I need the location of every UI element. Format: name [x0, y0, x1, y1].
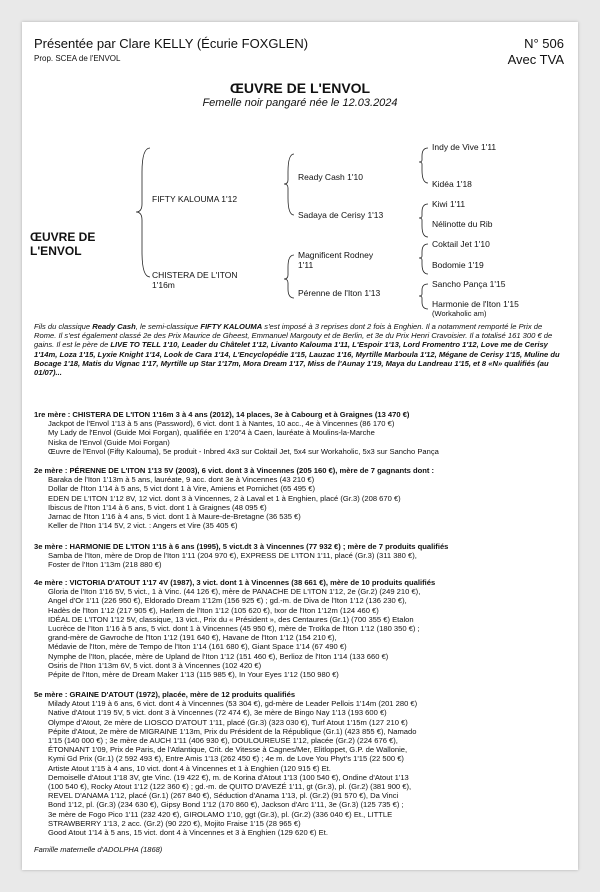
mother-2-line: Ibiscus de l'Iton 1'14 à 6 ans, 5 vict. dont 1 à Graignes (48 095 €)	[48, 502, 267, 512]
mother-5-line: STRAWBERRY 1'13, 2 acc. (Gr.2) (90 220 €), Mojito Fraise 1'15 (28 965 €)	[48, 818, 301, 828]
ddd-2: (Workaholic am)	[432, 309, 487, 318]
dam-sire-1: Magnificent Rodney	[298, 250, 374, 260]
fourth-dam-block	[34, 578, 566, 679]
dam-dam: Pérenne de l'Iton 1'13	[298, 288, 381, 298]
mother-5-line: ÉTONNANT 1'09, Prix de Paris, de l'Atlantique, Crit. de Vitesse à Cagnes/Mer, Elitloppet, G.P. de Wallonie,	[48, 745, 408, 755]
horse-name: ŒUVRE DE L'ENVOL	[229, 80, 371, 96]
mother-4-line: Osiris de l'Iton 1'13m 6V, 5 vict. dont 3 à Vincennes (102 420 €)	[48, 660, 262, 670]
mother-5-line: Demoiselle d'Atout 1'18 3V, gte Vinc. (19 422 €), m. de Korina d'Atout 1'13 (100 540 €), Ondine d'Atout 1'13	[48, 772, 409, 782]
mother-5-line: Olympe d'Atout, 2e mère de LIOSCO D'ATOUT 1'11, placé (Gr.3) (323 030 €), Turf Atout 1'15m (127 210 €)	[48, 717, 408, 727]
lot-number: N° 506	[524, 36, 564, 51]
mother-4-line: Nymphe de l'Iton, placée, mère de Upland de l'Iton 1'12 (151 460 €), Berlioz de l'Iton 1'14 (133 660 €)	[48, 651, 389, 661]
mother-2-line: EDEN DE L'ITON 1'12 8V, 12 vict. dont 3 à Vincennes, 2 à Laval et 1 à Enghien, placé (Gr.3) (208 670 €)	[48, 493, 401, 503]
dds: Sancho Pança 1'15	[432, 279, 506, 289]
sire-dam: Sadaya de Cerisy 1'13	[298, 210, 384, 220]
mother-2-head: 2e mère : PÉRENNE DE L'ITON 1'13 5V (2003), 6 vict. dont 3 à Vincennes (205 160 €), mère de 7 gagnants dont :	[34, 466, 435, 475]
mother-5-line: Pépite d'Atout, 2e mère de MIGRAINE 1'13m, Prix du Président de la République (Gr.1) (423 855 €), Namado	[48, 726, 417, 736]
mother-5-line: Bond 1'12, pl. (Gr.3) (234 630 €), Gipsy Bond 1'12 (170 860 €), Jackson d'Arc 1'11, 3e (Gr.3) (125 735 €) ;	[48, 800, 404, 810]
fifth-dam-block	[34, 690, 566, 837]
intro-text-3: s'est imposé à 3 reprises dont 2 fois à Enghien. Il a notamment remporté le Prix de Rome. Il s'est également classé 2e des Prix Maurice de Gheest, Emmanuel Margouty et de Berlin, et 3e du Prix Henri Cravoisier. Il a totalisé 161 300 € de gains. Il est le père de	[34, 322, 553, 350]
intro-text-2: , le semi-classique	[135, 322, 201, 331]
mother-2-line: Dollar de l'Iton 1'14 à 5 ans, 5 vict dont 1 à Vire, Amiens et Pornichet (65 495 €)	[48, 484, 316, 494]
mother-1-line: Œuvre de l'Envol (Fifty Kalouma), 5e produit - Inbred 4x3 sur Coktail Jet, 5x4 sur Workaholic, 5x3 sur Sancho Pança	[48, 446, 439, 456]
mother-3-line: Samba de l'Iton, mère de Drop de l'Iton 1'11 (204 970 €), EXPRESS DE L'ITON 1'11, placé (Gr.3) (311 380 €),	[48, 551, 417, 561]
intro-bold-1: Ready Cash	[92, 322, 136, 331]
mother-2-line: Baraka de l'Iton 1'13m à 5 ans, lauréate, 9 acc. dont 3e à Vincennes (43 210 €)	[48, 475, 315, 485]
mother-4-line: Lucrèce de l'Iton 1'16 à 5 ans, 5 vict. dont 1 à Vincennes (45 950 €), mère de Troïka de l'Iton 1'12 (180 350 €) ;	[48, 624, 420, 634]
dam-1: CHISTERA DE L'ITON	[152, 270, 238, 280]
mother-3-head: 3e mère : HARMONIE DE L'ITON 1'15 à 6 ans (1995), 5 vict.dt 3 à Vincennes (77 932 €) ; mère de 7 produits qualifiés	[34, 542, 449, 551]
mother-1-head: 1re mère : CHISTERA DE L'ITON 1'16m 3 à 4 ans (2012), 14 places, 3e à Cabourg et à Graignes (13 470 €)	[34, 410, 410, 419]
mother-5-line: 1'15 (140 000 €) ; 3e mère de AUCH 1'11 (406 930 €), DOULOUREUSE 1'12, placée (Gr.2) (224 676 €),	[48, 736, 398, 746]
mother-1-line: Niska de l'Envol (Guide Moi Forgan)	[48, 437, 170, 447]
dam-2: 1'16m	[152, 280, 175, 290]
mother-5-line: Kymi Gd Prix (Gr.1) (2 592 493 €), Entre Amis 1'13 (262 450 €) ; 4e m. de Love You Phyt's 1'15 (22 500 €)	[48, 754, 404, 764]
sire: FIFTY KALOUMA 1'12	[152, 194, 238, 204]
family-footer: Famille maternelle d'ADOLPHA (1868)	[34, 845, 163, 854]
sdd: Nélinotte du Rib	[432, 219, 493, 229]
pedigree-chart	[22, 122, 578, 318]
tva-note: Avec TVA	[507, 52, 564, 67]
first-dam-block	[34, 410, 566, 456]
intro-paragraph	[34, 322, 566, 377]
dsd: Bodomie 1'19	[432, 260, 484, 270]
mother-5-line: Native d'Atout 1'19 5V, 5 vict. dont 3 à Vincennes (72 474 €), 3e mère de Bingo Nay 1'13 (193 600 €)	[48, 708, 387, 718]
mother-4-head: 4e mère : VICTORIA D'ATOUT 1'17 4V (1987), 3 vict. dont 1 à Vincennes (38 661 €), mère de 10 produits qualifiés	[34, 578, 436, 587]
mother-5-line: (100 540 €), Rocky Atout 1'12 (122 360 €) ; gd.-m. de QUITO D'AVEZÉ 1'11, gt (Gr.3), pl. (Gr.2) (381 900 €),	[48, 782, 412, 792]
sds: Kiwi 1'11	[432, 199, 466, 209]
third-dam-block	[34, 542, 566, 570]
mother-4-line: Gloria de l'Iton 1'16 5V, 5 vict., 1 à Vinc. (44 126 €), mère de PANACHE DE L'ITON 1'12, 2e (Gr.2) (249 210 €),	[48, 587, 421, 597]
horse-subtitle: Femelle noir pangaré née le 12.03.2024	[202, 97, 398, 109]
ssd: Kidéa 1'18	[432, 179, 472, 189]
mother-4-line: Médavie de l'Iton, mère de Tempo de l'Iton 1'14 (161 680 €), Giant Space 1'14 (67 490 €)	[48, 642, 347, 652]
dss: Coktail Jet 1'10	[432, 239, 490, 249]
mother-4-line: Hadès de l'Iton 1'12 (217 905 €), Harlem de l'Iton 1'12 (105 620 €), Ixor de l'Iton 1'12m (124 460 €)	[48, 605, 379, 615]
mother-2-line: Keller de l'Iton 1'14 5V, 2 vict. : Angers et Vire (35 405 €)	[48, 521, 238, 531]
presenter: Présentée par Clare KELLY (Écurie FOXGLEN)	[34, 36, 309, 51]
sss: Indy de Vive 1'11	[432, 142, 497, 152]
mother-5-line: Milady Atout 1'19 à 6 ans, 6 vict. dont 4 à Vincennes (53 304 €), gd-mère de Leader Pellois 1'14m (201 280 €)	[48, 699, 418, 709]
mother-1-line: Jackpot de l'Envol 1'13 à 5 ans (Password), 6 vict. dont 1 à Nantes, 10 acc., 4e à Vincennes (86 170 €)	[48, 419, 395, 429]
intro-bold-2: FIFTY KALOUMA	[200, 322, 263, 331]
mother-4-line: Angel d'Or 1'11 (226 950 €), Eldorado Dream 1'12m (156 925 €) ; gd.-m. de Diva de l'Iton 1'12 (136 230 €),	[48, 596, 407, 606]
mother-5-line: REVEL D'ANAMA 1'12, placé (Gr.1) (267 840 €), Séduction d'Anama 1'13, pl. (Gr.2) (91 570 €), Da Vinci	[48, 791, 399, 801]
owner: Prop. SCEA de l'ENVOL	[34, 54, 121, 63]
mother-4-line: grand-mère de Gavroche de l'Iton 1'12 (191 640 €), Havane de l'Iton 1'12 (154 210 €),	[48, 633, 337, 643]
intro-text-1: Fils du classique	[34, 322, 93, 331]
dam-sire-2: 1'11	[298, 260, 314, 270]
mother-5-line: Good Atout 1'14 à 5 ans, 15 vict. dont 4 à Vincennes et 3 à Enghien (129 620 €) Et.	[48, 828, 328, 838]
mother-4-line: Pépite de l'Iton, mère de Dream Maker 1'13 (115 985 €), In Your Eyes 1'12 (150 980 €)	[48, 670, 339, 680]
mother-2-line: Jarnac de l'Iton 1'16 à 4 ans, 5 vict. dont 1 à Maure-de-Bretagne (36 535 €)	[48, 512, 301, 522]
mother-4-line: IDÉAL DE L'ITON 1'12 5V, classique, 13 vict., Prix du « Président », des Centaures (Gr.1) (700 355 €) Etalon	[48, 614, 414, 624]
ddd-1: Harmonie de l'Iton 1'15	[432, 299, 519, 309]
mother-1-line: My Lady de l'Envol (Guide Moi Forgan), qualifiée en 1'20"4 à Caen, lauréate à Moulins-la-Marche	[48, 428, 375, 438]
mother-5-line: 3e mère de Fogo Pico 1'11 (232 420 €), GIROLAMO 1'10, ggt (Gr.3), pl. (Gr.2) (336 040 €) Et., LITTLE	[48, 809, 393, 819]
intro-bold-4: 1'10, Leader du Châtelet 1'12, Livanto Kalouma 1'11, L'Espoir 1'13, Lord Fromentro 1'12, Love me de Cerisy 1'14m, Loza 1'15, Lyxie Knight 1'14, Look de Cara 1'14, L'Encyclopédie 1'15, Lauzac 1'16, Myrtille Marboula 1'12, Mégane de Cerisy 1'15, Muline du Bocage 1'18, Matis du Vignac 1'17, Myrtille up Star 1'17m, Mora Dream 1'17, Miss de l'Aunay 1'19, Maya du Landreau 1'15, et 8 «N» qualifiés (au 01/07)...	[34, 340, 560, 378]
second-dam-block	[34, 466, 566, 530]
sire-sire: Ready Cash 1'10	[298, 172, 363, 182]
mother-5-head: 5e mère : GRAINE D'ATOUT (1972), placée, mère de 12 produits qualifiés	[34, 690, 296, 699]
subject-name-1: ŒUVRE DE	[30, 230, 96, 244]
mother-3-line: Foster de l'Iton 1'13m (218 880 €)	[48, 560, 162, 570]
mother-5-line: Artiste Atout 1'15 à 4 ans, 10 vict. dont 4 à Vincennes et 1 à Enghien (120 915 €) Et.	[48, 763, 331, 773]
subject-name-2: L'ENVOL	[30, 244, 82, 258]
intro-bold-3: LIVE TO TELL	[110, 340, 161, 350]
catalog-page	[22, 22, 578, 870]
